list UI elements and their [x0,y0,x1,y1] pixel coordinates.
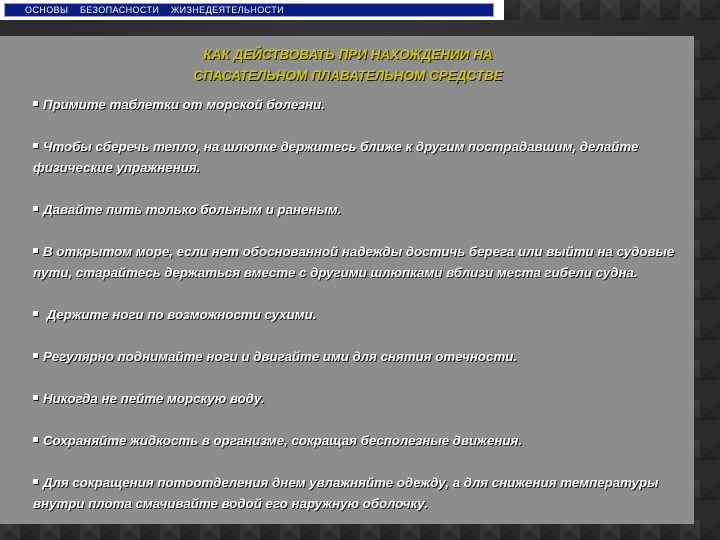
slide-title-line-1: КАК ДЕЙСТВОВАТЬ ПРИ НАХОЖДЕНИИ НА [203,47,493,62]
bullet-square-icon [33,101,38,106]
bullet-text: В открытом море, если нет обоснованной надежды достичь берега или выйти на судовые пути, старайтесь держаться вместе с другими шлюпками вблизи места гибели судна. [33,244,675,280]
bullet-text: Никогда не пейте морскую воду. [43,391,265,406]
bullet-text: Сохраняйте жидкость в организме, сокращая бесполезные движения. [43,433,523,448]
bullet-list [33,94,685,535]
bullet-item [33,346,685,367]
bullet-item [33,94,685,115]
bullet-text: Чтобы сберечь тепло, на шлюпке держитесь ближе к другим пострадавшим, делайте физические упражнения. [33,139,639,175]
bullet-square-icon [33,353,38,358]
bullet-item [33,199,685,220]
header-bar [0,0,504,20]
bullet-text: Держите ноги по возможности сухими. [43,307,317,322]
bullet-square-icon [33,479,38,484]
bullet-item [33,304,685,325]
slide-title-line-2: СПАСАТЕЛЬНОМ ПЛАВАТЕЛЬНОМ СРЕДСТВЕ [193,68,503,83]
bullet-square-icon [33,437,38,442]
bullet-square-icon [33,395,38,400]
bullet-item [33,241,685,283]
bullet-square-icon [33,311,38,316]
header-title: ОСНОВЫ БЕЗОПАСНОСТИ ЖИЗНЕДЕЯТЕЛЬНОСТИ [4,3,494,17]
bullet-item [33,472,685,514]
bullet-text: Для сокращения потоотделения днем увлажняйте одежду, а для снижения температуры внутри плота смачивайте водой его наружную оболочку. [33,475,659,511]
bullet-text: Примите таблетки от морской болезни. [43,97,325,112]
bullet-square-icon [33,143,38,148]
bullet-item [33,430,685,451]
slide-title [0,44,708,86]
bullet-item [33,136,685,178]
bullet-text: Регулярно поднимайте ноги и двигайте ими для снятия отечности. [43,349,518,364]
content-panel [0,36,694,524]
bullet-item [33,388,685,409]
bullet-text: Давайте пить только больным и раненым. [43,202,342,217]
bullet-square-icon [33,248,38,253]
bullet-square-icon [33,206,38,211]
